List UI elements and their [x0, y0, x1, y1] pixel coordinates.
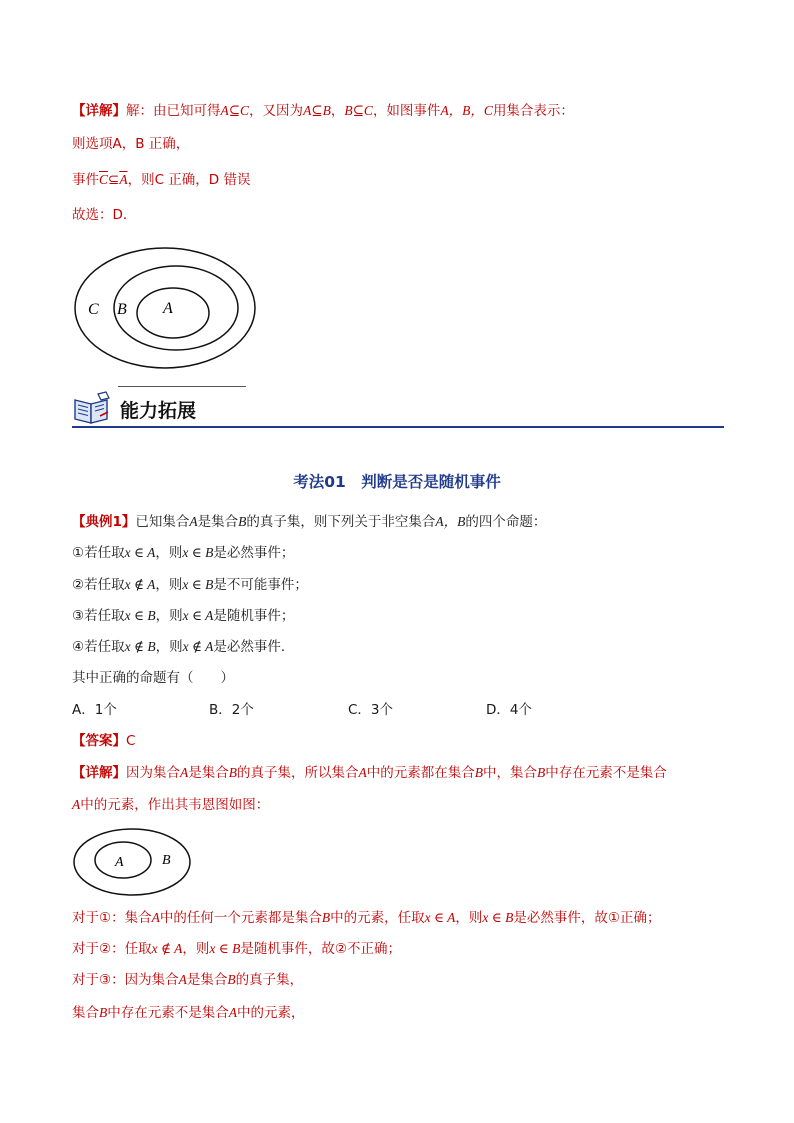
detail-text: ，如图事件	[372, 103, 441, 119]
set-a: A	[358, 765, 367, 780]
detail-text: 中的元素，作出其韦恩图如图：	[80, 797, 270, 813]
detail-text: 中的元素都在集合	[366, 765, 475, 781]
analysis-text: ：任取	[111, 941, 152, 957]
prop-text: ，则	[155, 577, 183, 593]
prop-number: ①	[99, 910, 112, 926]
prop-text: 若任取	[84, 545, 125, 561]
header-rule	[72, 426, 724, 428]
expr: x ∉ A	[151, 941, 183, 956]
label-b: B	[162, 853, 171, 868]
prop-event: x ∈ B	[182, 545, 214, 560]
prop-condition: x ∉ B	[124, 639, 156, 654]
prop-text: ，则	[155, 639, 183, 655]
label-b: B	[117, 301, 127, 318]
detail-text: 用集合表示：	[492, 103, 574, 119]
detail-tag: 【详解】	[72, 103, 126, 119]
set-a: A	[180, 765, 189, 780]
method-title: 考法01 判断是否是随机事件	[293, 473, 501, 491]
set-names: A，B	[435, 514, 466, 529]
question-text: 其中正确的命题有（ ）	[72, 670, 234, 686]
detail2-line-1	[72, 763, 667, 783]
prop-number: ②	[334, 941, 347, 957]
example-stem	[72, 512, 546, 532]
proposition-1	[72, 543, 294, 563]
example-text: 的真子集，则下列关于非空集合	[246, 514, 436, 530]
set-b: B	[227, 972, 236, 987]
prop-event: x ∈ B	[182, 577, 214, 592]
set-b: B	[474, 765, 483, 780]
answer-value: C	[126, 733, 136, 749]
subset-symbol: ⊆	[108, 172, 120, 188]
detail-text: 中，集合	[483, 765, 537, 781]
analysis-text: 中的元素，任取	[330, 910, 425, 926]
option-c[interactable]: C．3个	[348, 702, 394, 718]
prop-number: ①	[72, 545, 85, 561]
event-sets: A，B，C	[440, 103, 493, 118]
prop-number: ①	[607, 910, 620, 926]
set-b: B	[99, 1005, 108, 1020]
expr: x ∈ B	[209, 941, 241, 956]
analysis-text: 对于	[72, 972, 99, 988]
analysis-3	[72, 970, 303, 990]
set-a: A	[72, 797, 81, 812]
expr: x ∈ B	[482, 910, 514, 925]
option-b[interactable]: B．2个	[209, 702, 254, 718]
analysis-4	[72, 1003, 305, 1023]
label-c: C	[88, 301, 99, 318]
prop-condition: x ∈ B	[124, 608, 156, 623]
detail-text: 的真子集，所以集合	[237, 765, 359, 781]
analysis-text: 中存在元素不是集合	[107, 1005, 229, 1021]
set-a: A	[189, 514, 198, 529]
book-icon	[72, 390, 112, 426]
relation-b-in-c: B⊆C	[344, 103, 373, 118]
relation-a-in-c: A⊆C	[220, 103, 250, 118]
analysis-text: 正确；	[619, 910, 661, 926]
analysis-text: 的真子集，	[235, 972, 304, 988]
section-title: 能力拓展	[120, 400, 197, 422]
set-a: A	[178, 972, 187, 987]
example-tag: 【典例1】	[72, 514, 136, 530]
prop-event: x ∈ A	[182, 608, 214, 623]
analysis-text: 中的元素，	[237, 1005, 305, 1021]
prop-text: ，则	[155, 608, 183, 624]
prop-event: x ∉ A	[182, 639, 214, 654]
detail-text: 是集合	[188, 765, 229, 781]
analysis-text: ，则	[455, 910, 483, 926]
analysis-text: 是集合	[186, 972, 228, 988]
analysis-text: 对于	[72, 941, 99, 957]
prop-text: ，则	[155, 545, 183, 561]
header-rule-top	[118, 386, 246, 387]
set-a: A	[228, 1005, 237, 1020]
prop-text: 若任取	[84, 639, 125, 655]
prop-text: 若任取	[84, 608, 125, 624]
analysis-text: ：因为集合	[111, 972, 179, 988]
analysis-text: 是必然事件，故	[513, 910, 608, 926]
answer-line	[72, 731, 135, 751]
prop-text: 是不可能事件；	[213, 577, 308, 593]
prop-text: 是必然事件；	[213, 545, 295, 561]
prop-number: ②	[99, 941, 112, 957]
prop-number: ③	[99, 972, 112, 988]
prop-condition: x ∉ A	[124, 577, 156, 592]
detail-tag: 【详解】	[72, 765, 126, 781]
detail2-line-2	[72, 795, 269, 815]
analysis-text: ：集合	[111, 910, 152, 926]
label-a: A	[115, 855, 124, 870]
prop-text: 若任取	[84, 577, 125, 593]
prop-number: ②	[72, 577, 85, 593]
ellipse-a	[137, 288, 209, 338]
prop-number: ③	[72, 608, 85, 624]
example-text: 已知集合	[135, 514, 190, 530]
complement-c: $\overline{C}$	[99, 172, 109, 187]
venn-diagram-cba	[72, 244, 262, 372]
detail-text: ，又因为	[249, 103, 304, 119]
prop-text: 是随机事件；	[213, 608, 295, 624]
proposition-3	[72, 606, 294, 626]
detail-line-3	[72, 170, 250, 190]
detail-text: ，则C 正确，D 错误	[127, 172, 251, 188]
option-a[interactable]: A．1个	[72, 702, 117, 718]
detail-text: 中存在元素不是集合	[545, 765, 667, 781]
proposition-2	[72, 575, 308, 595]
analysis-text: 是随机事件，故	[240, 941, 335, 957]
set-b: B	[321, 910, 331, 925]
detail-line-4: 故选：D．	[72, 207, 137, 223]
analysis-text: 对于	[72, 910, 99, 926]
analysis-text: 中的任何一个元素都是集合	[159, 910, 322, 926]
example-text: 是集合	[197, 514, 239, 530]
prop-number: ④	[72, 639, 85, 655]
example-text: 的四个命题：	[465, 514, 547, 530]
set-b: B	[238, 514, 247, 529]
label-a: A	[163, 300, 173, 317]
analysis-text: 集合	[72, 1005, 99, 1021]
answer-tag: 【答案】	[72, 733, 126, 749]
set-b: B	[537, 765, 546, 780]
set-b: B	[228, 765, 237, 780]
relation-a-in-b: A⊆B	[303, 103, 331, 118]
detail-line-1	[72, 101, 574, 121]
analysis-text: ，则	[182, 941, 210, 957]
detail-text: ，	[330, 103, 345, 119]
option-d[interactable]: D．4个	[486, 702, 532, 718]
prop-condition: x ∈ A	[124, 545, 156, 560]
detail-text: 事件	[72, 172, 99, 188]
detail-text: 解：由已知可得	[126, 103, 221, 119]
prop-text: 是必然事件．	[213, 639, 295, 655]
complement-a: $\overline{A}$	[119, 172, 128, 187]
venn-diagram-ab	[72, 826, 196, 900]
detail-text: 因为集合	[126, 765, 180, 781]
analysis-text: 不正确；	[346, 941, 401, 957]
proposition-4	[72, 637, 294, 657]
section-header	[72, 384, 724, 430]
detail-line-2: 则选项A，B 正确，	[72, 136, 190, 152]
analysis-1	[72, 908, 660, 928]
set-a: A	[151, 910, 160, 925]
analysis-2	[72, 939, 401, 959]
ellipse-b	[74, 829, 190, 895]
expr: x ∈ A	[424, 910, 456, 925]
